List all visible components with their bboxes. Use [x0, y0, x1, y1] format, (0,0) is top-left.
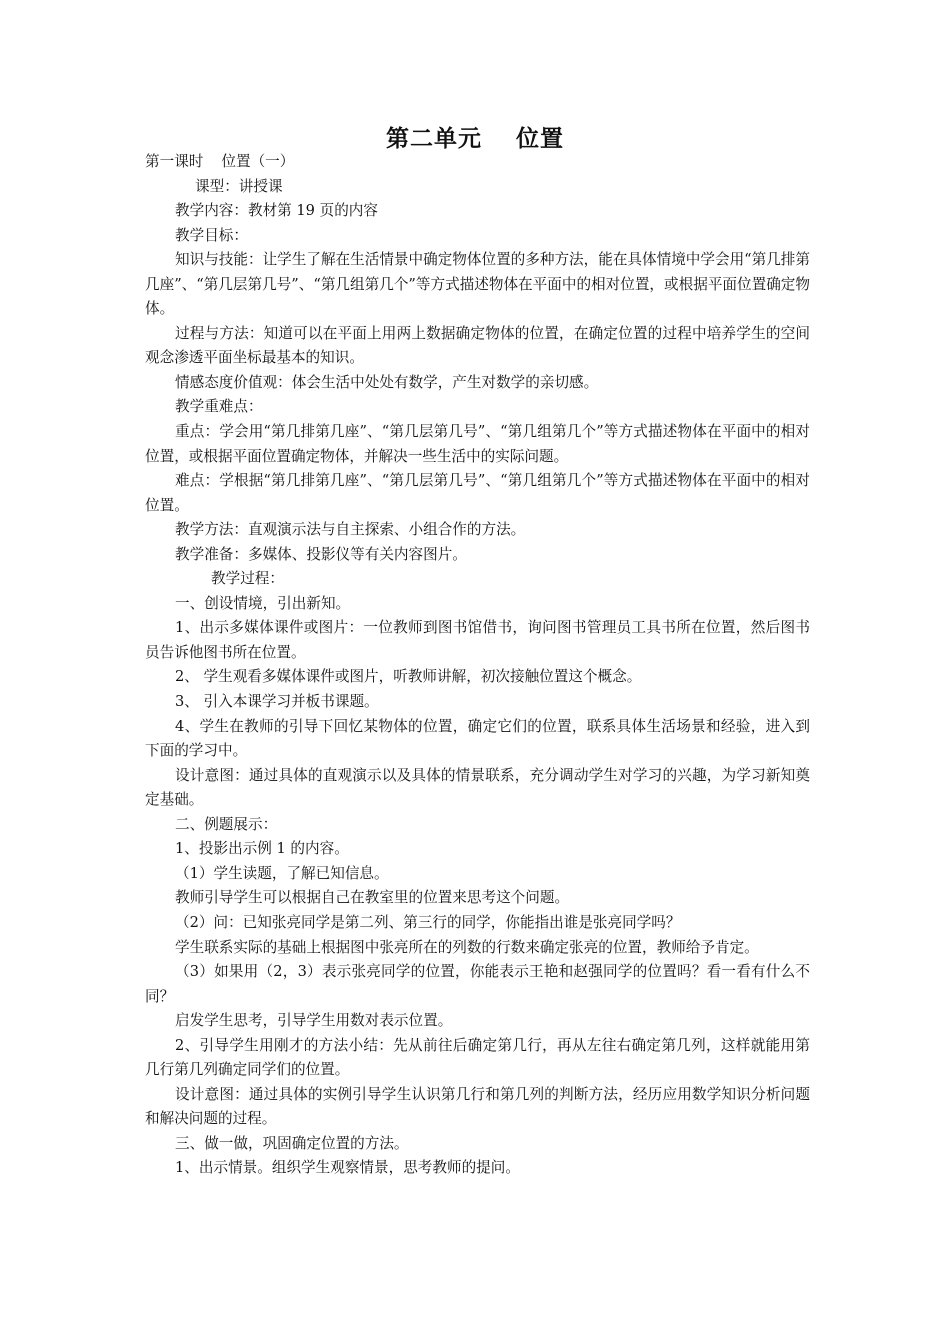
list-item: 3、 引入本课学习并板书课题。: [175, 693, 379, 711]
title-unit: 第二单元: [386, 126, 482, 152]
key-points-heading: 教学重难点：: [175, 398, 263, 416]
list-item: （2）问：已知张亮同学是第二列、第三行的同学，你能指出谁是张亮同学吗？: [175, 913, 681, 931]
lesson-heading: [145, 150, 810, 175]
title-topic: 位置: [516, 126, 564, 152]
list-item: 1、出示情景。组织学生观察情景，思考教师的提问。: [175, 1159, 520, 1177]
section-heading: 一、创设情境，引出新知。: [175, 594, 351, 612]
teaching-preparation: 教学准备：多媒体、投影仪等有关内容图片。: [175, 545, 467, 563]
design-intent: 设计意图：通过具体的实例引导学生认识第几行和第几列的判断方法，经历应用数学知识分析问题和解决问题的过程。: [145, 1085, 810, 1128]
paragraph: 学生联系实际的基础上根据图中张亮所在的列数的行数来确定张亮的位置，教师给予肯定。: [175, 938, 759, 956]
list-item: 2、引导学生用刚才的方法小结：先从前往后确定第几行，再从左往右确定第几列，这样就能用第几行第几列确定同学们的位置。: [145, 1036, 810, 1079]
design-intent: 设计意图：通过具体的直观演示以及具体的情景联系，充分调动学生对学习的兴趣，为学习新知奠定基础。: [145, 766, 810, 809]
section-heading: 二、例题展示：: [175, 815, 278, 833]
list-item: （1）学生读题，了解已知信息。: [175, 864, 389, 882]
goal-knowledge: 知识与技能：让学生了解在生活情景中确定物体位置的多种方法，能在具体情境中学会用“第几排第几座”、“第几层第几号”、“第几组第几个”等方式描述物体在平面中的相对位置，或根据平面位置确定物体。: [145, 251, 810, 318]
teaching-content: 教学内容：教材第 19 页的内容: [175, 202, 378, 220]
goal-attitude: 情感态度价值观：体会生活中处处有数学，产生对数学的亲切感。: [175, 373, 599, 391]
list-item: 1、出示多媒体课件或图片：一位教师到图书馆借书，询问图书管理员工具书所在位置，然后图书员告诉他图书所在位置。: [145, 619, 810, 661]
list-item: 4、学生在教师的引导下回忆某物体的位置，确定它们的位置，联系具体生活场景和经验，进入到下面的学习中。: [145, 717, 810, 760]
goal-process: 过程与方法：知道可以在平面上用两上数据确定物体的位置，在确定位置的过程中培养学生的空间观念渗透平面坐标最基本的知识。: [145, 324, 810, 367]
list-item: （3）如果用（2，3）表示张亮同学的位置，你能表示王艳和赵强同学的位置吗？看一看有什么不同？: [145, 963, 810, 1005]
lesson-name: 位置（一）: [221, 153, 295, 170]
document-body: [145, 150, 810, 1181]
lesson-label: 第一课时: [145, 153, 204, 170]
course-type: 课型：讲授课: [195, 177, 283, 195]
list-item: 1、投影出示例 1 的内容。: [175, 840, 349, 858]
difficult-point: 难点：学根据“第几排第几座”、“第几层第几号”、“第几组第几个”等方式描述物体在平面中的相对位置。: [145, 472, 810, 514]
section-heading: 三、做一做，巩固确定位置的方法。: [175, 1134, 409, 1152]
teaching-goals-heading: 教学目标：: [175, 226, 248, 244]
list-item: 2、 学生观看多媒体课件或图片，听教师讲解，初次接触位置这个概念。: [175, 668, 642, 686]
page-title: [0, 120, 950, 153]
teaching-method: 教学方法：直观演示法与自主探索、小组合作的方法。: [175, 521, 526, 539]
paragraph: 教师引导学生可以根据自己在教室里的位置来思考这个问题。: [175, 889, 570, 907]
paragraph: 启发学生思考，引导学生用数对表示位置。: [175, 1012, 453, 1030]
key-point: 重点：学会用“第几排第几座”、“第几层第几号”、“第几组第几个”等方式描述物体在平面中的相对位置，或根据平面位置确定物体，并解决一些生活中的实际问题。: [145, 423, 810, 465]
teaching-process-heading: 教学过程：: [211, 570, 284, 588]
